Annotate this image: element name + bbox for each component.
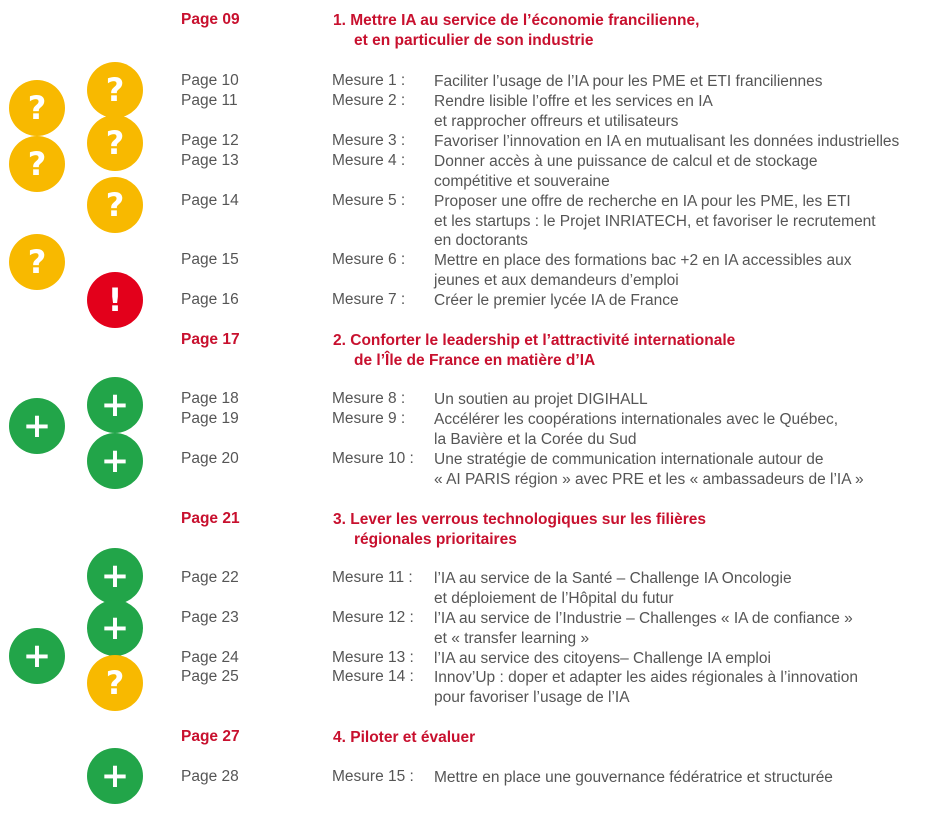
- measure-label: Mesure 10 :: [332, 450, 414, 467]
- section-title: [333, 11, 699, 51]
- section-number: 3.: [333, 511, 346, 528]
- measure-label: Mesure 8 :: [332, 390, 406, 407]
- measure-label: Mesure 6 :: [332, 251, 406, 268]
- section-title: [333, 728, 475, 748]
- section-title-line: de l’Île de France en matière d’IA: [354, 352, 596, 369]
- section-title-line: Mettre IA au service de l’économie francilienne,: [350, 12, 700, 29]
- measure-page-number: Page 18: [181, 390, 239, 407]
- plus-badge-icon: +: [87, 377, 143, 433]
- question-badge-icon: ?: [9, 234, 65, 290]
- question-badge-icon: ?: [87, 62, 143, 118]
- measure-text: Favoriser l’innovation en IA en mutualisant les données industrielles: [434, 133, 900, 150]
- measure-text: Une stratégie de communication internationale autour de « AI PARIS région » avec PRE et les « ambassadeurs de l’IA »: [434, 451, 864, 488]
- section-page-number: Page 27: [181, 728, 240, 745]
- measure-page-number: Page 12: [181, 132, 239, 149]
- section-page-number: Page 21: [181, 510, 240, 527]
- measure-text: Innov’Up : doper et adapter les aides régionales à l’innovation pour favoriser l’usage de l’IA: [434, 669, 858, 706]
- measure-text: Mettre en place une gouvernance fédératrice et structurée: [434, 769, 833, 786]
- measure-page-number: Page 28: [181, 768, 239, 785]
- plus-badge-icon: +: [9, 628, 65, 684]
- question-badge-icon: ?: [9, 80, 65, 136]
- measure-text: Créer le premier lycée IA de France: [434, 292, 679, 309]
- section-title-line: régionales prioritaires: [354, 531, 517, 548]
- measure-page-number: Page 20: [181, 450, 239, 467]
- question-badge-icon: ?: [87, 115, 143, 171]
- section-number: 2.: [333, 332, 346, 349]
- measure-label: Mesure 2 :: [332, 92, 406, 109]
- measure-label: Mesure 12 :: [332, 609, 414, 626]
- section-title-line: et en particulier de son industrie: [354, 32, 594, 49]
- question-badge-icon: ?: [87, 177, 143, 233]
- measure-text: Donner accès à une puissance de calcul et de stockage compétitive et souveraine: [434, 153, 818, 190]
- measure-label: Mesure 15 :: [332, 768, 414, 785]
- measure-label: Mesure 9 :: [332, 410, 406, 427]
- plus-badge-icon: +: [87, 433, 143, 489]
- measure-label: Mesure 3 :: [332, 132, 406, 149]
- measure-text: Faciliter l’usage de l’IA pour les PME et ETI franciliennes: [434, 73, 823, 90]
- measure-page-number: Page 14: [181, 192, 239, 209]
- measure-label: Mesure 14 :: [332, 668, 414, 685]
- section-title: [333, 510, 706, 550]
- measure-text: Accélérer les coopérations internationales avec le Québec, la Bavière et la Corée du Sud: [434, 411, 839, 448]
- section-title-line: Piloter et évaluer: [350, 729, 476, 746]
- section-title-line: Lever les verrous technologiques sur les filières: [350, 511, 707, 528]
- plus-badge-icon: +: [87, 748, 143, 804]
- measure-text: l’IA au service des citoyens– Challenge IA emploi: [434, 650, 771, 667]
- section-title-line: Conforter le leadership et l’attractivité internationale: [350, 332, 736, 349]
- measure-label: Mesure 13 :: [332, 649, 414, 666]
- measure-label: Mesure 1 :: [332, 72, 406, 89]
- measure-page-number: Page 16: [181, 291, 239, 308]
- question-badge-icon: ?: [9, 136, 65, 192]
- measure-page-number: Page 23: [181, 609, 239, 626]
- plus-badge-icon: +: [9, 398, 65, 454]
- measure-text: l’IA au service de l’Industrie – Challenges « IA de confiance » et « transfer learning »: [434, 610, 853, 647]
- measure-text: l’IA au service de la Santé – Challenge IA Oncologie et déploiement de l’Hôpital du futur: [434, 570, 792, 607]
- measure-page-number: Page 25: [181, 668, 239, 685]
- section-number: 4.: [333, 729, 346, 746]
- measure-page-number: Page 19: [181, 410, 239, 427]
- question-badge-icon: ?: [87, 655, 143, 711]
- measure-label: Mesure 5 :: [332, 192, 406, 209]
- measure-page-number: Page 13: [181, 152, 239, 169]
- measure-text: Mettre en place des formations bac +2 en IA accessibles aux jeunes et aux demandeurs d’emploi: [434, 252, 852, 289]
- measure-page-number: Page 24: [181, 649, 239, 666]
- measure-label: Mesure 11 :: [332, 569, 413, 586]
- measure-text: Un soutien au projet DIGIHALL: [434, 391, 648, 408]
- exclamation-badge-icon: !: [87, 272, 143, 328]
- plus-badge-icon: +: [87, 548, 143, 604]
- measure-label: Mesure 7 :: [332, 291, 406, 308]
- plus-badge-icon: +: [87, 600, 143, 656]
- section-title: [333, 331, 735, 371]
- section-number: 1.: [333, 12, 346, 29]
- measure-page-number: Page 11: [181, 92, 238, 109]
- measure-label: Mesure 4 :: [332, 152, 406, 169]
- measure-text: Proposer une offre de recherche en IA pour les PME, les ETI et les startups : le Projet INRIATECH, et favoriser le recrutement en doctorants: [434, 193, 876, 249]
- measure-page-number: Page 22: [181, 569, 239, 586]
- measure-page-number: Page 10: [181, 72, 239, 89]
- measure-text: Rendre lisible l’offre et les services en IA et rapprocher offreurs et utilisateurs: [434, 93, 713, 130]
- measure-page-number: Page 15: [181, 251, 239, 268]
- section-page-number: Page 17: [181, 331, 240, 348]
- section-page-number: Page 09: [181, 11, 240, 28]
